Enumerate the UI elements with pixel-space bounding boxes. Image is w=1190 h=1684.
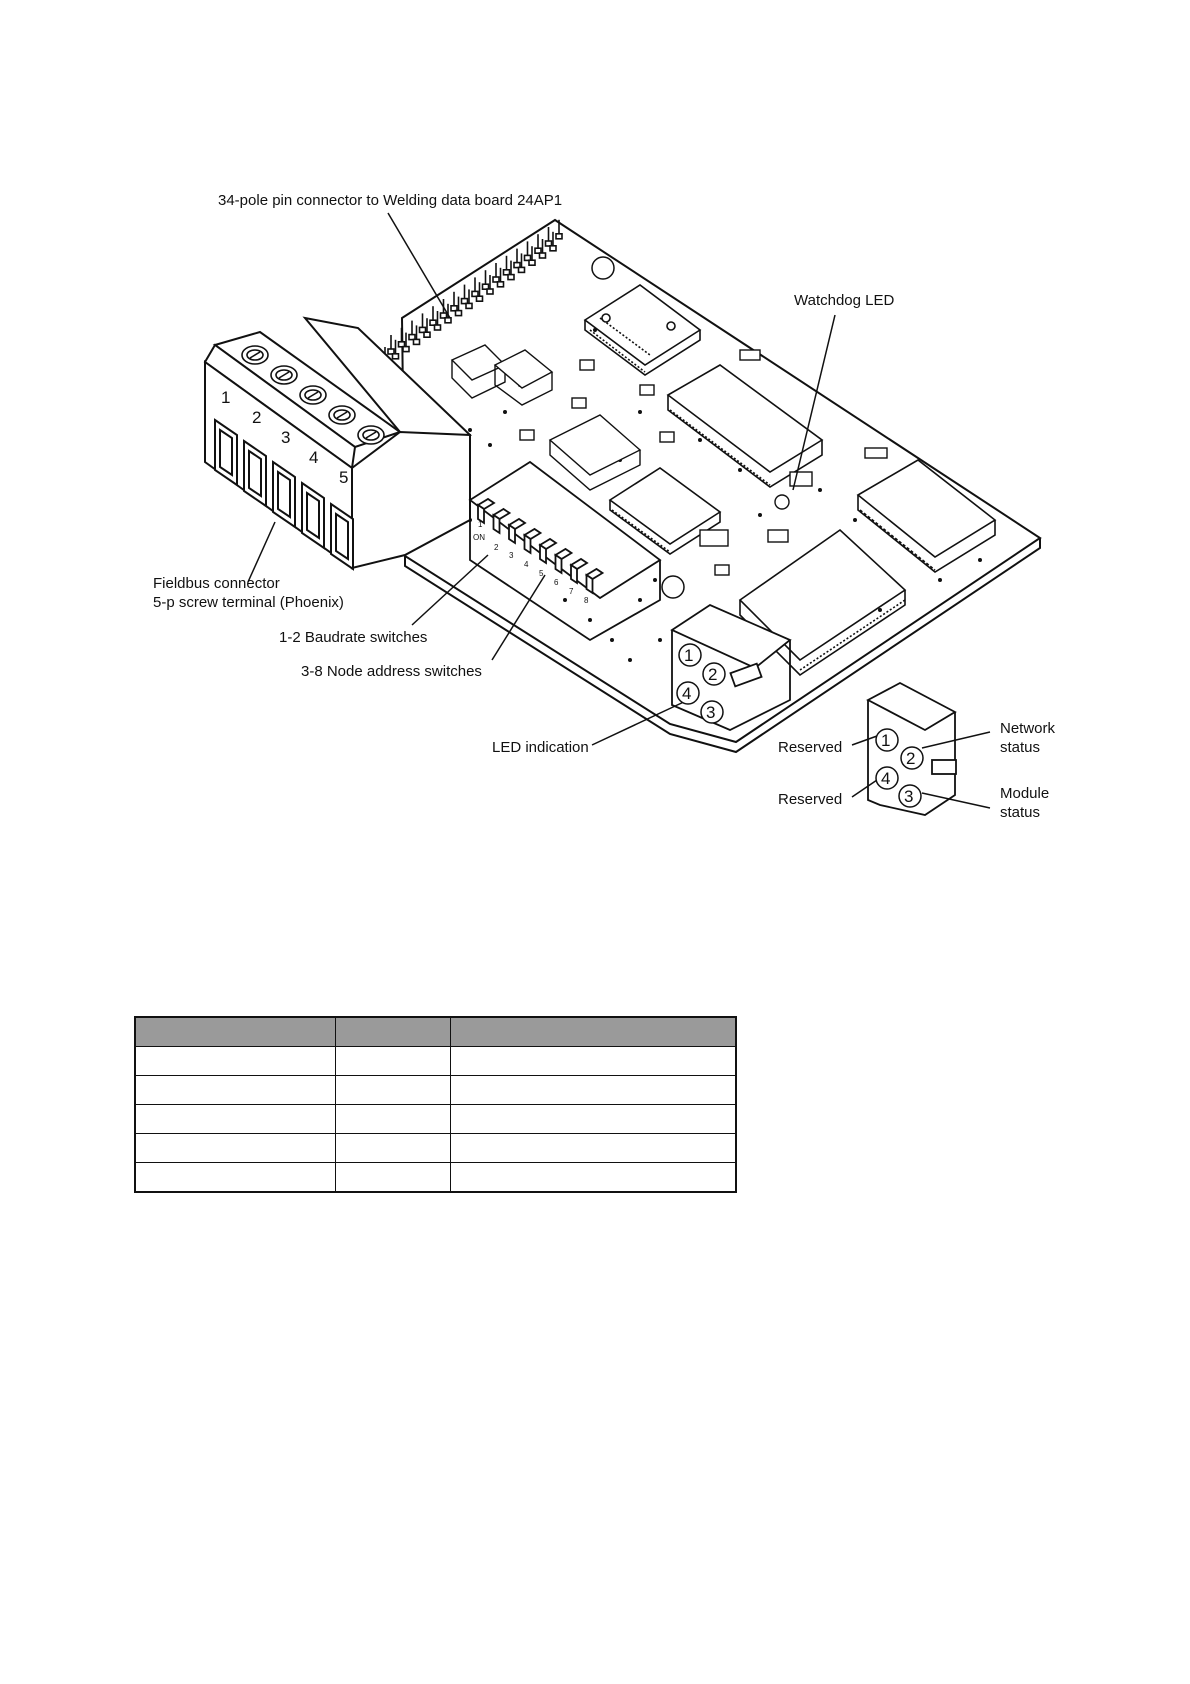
terminal-number-4: 4	[309, 448, 319, 467]
led-marker-3	[701, 701, 723, 723]
led4-reserved-label: Reserved	[778, 791, 843, 808]
svg-text:2: 2	[906, 749, 916, 768]
led-detail-marker-4	[876, 767, 898, 789]
svg-text:4: 4	[682, 684, 692, 703]
switch-number-7: 7	[569, 587, 574, 596]
switch-on-label: ON	[473, 533, 485, 542]
table-cell	[135, 1105, 335, 1134]
svg-text:4: 4	[881, 769, 891, 788]
table-row	[135, 1134, 736, 1163]
table-cell	[335, 1105, 450, 1134]
empty-spec-table	[134, 1016, 737, 1193]
switch-number-4: 4	[524, 560, 529, 569]
fieldbus-connector-sublabel: 5-p screw terminal (Phoenix)	[153, 594, 344, 611]
table-cell	[335, 1076, 450, 1105]
table-header-row	[135, 1017, 736, 1047]
led-marker-1	[679, 644, 701, 666]
svg-text:1: 1	[684, 646, 694, 665]
pin-connector-label: 34-pole pin connector to Welding data board 24AP1	[218, 192, 563, 209]
terminal-number-3: 3	[281, 428, 291, 447]
network-status-sublabel: status	[1000, 739, 1041, 756]
switch-number-2: 2	[494, 543, 499, 552]
svg-text:1: 1	[881, 731, 891, 750]
led1-reserved-label: Reserved	[778, 739, 843, 756]
led-detail-marker-1	[876, 729, 898, 751]
table-cell	[135, 1163, 335, 1193]
table-cell	[135, 1047, 335, 1076]
table-header-cell	[450, 1017, 736, 1047]
watchdog-led-label: Watchdog LED	[794, 292, 895, 309]
terminal-number-5: 5	[339, 468, 349, 487]
network-status-label: Network	[1000, 720, 1056, 737]
switch-number-6: 6	[554, 578, 559, 587]
led-indication-label: LED indication	[492, 739, 589, 756]
table-header-cell	[335, 1017, 450, 1047]
table-header-cell	[135, 1017, 335, 1047]
table-cell	[335, 1163, 450, 1193]
module-status-label: Module	[1000, 785, 1050, 802]
led-marker-2	[703, 663, 725, 685]
node-address-switches-label: 3-8 Node address switches	[301, 663, 482, 680]
fieldbus-connector-label: Fieldbus connector	[153, 575, 280, 592]
table-row	[135, 1105, 736, 1134]
baudrate-switches-label: 1-2 Baudrate switches	[279, 629, 428, 646]
led-detail-marker-2	[901, 747, 923, 769]
svg-text:2: 2	[708, 665, 718, 684]
module-status-sublabel: status	[1000, 804, 1041, 821]
led-marker-4	[677, 682, 699, 704]
svg-text:3: 3	[706, 703, 716, 722]
table-cell	[335, 1134, 450, 1163]
table-row	[135, 1076, 736, 1105]
table-cell	[335, 1047, 450, 1076]
terminal-number-1: 1	[221, 388, 231, 407]
terminal-number-2: 2	[252, 408, 262, 427]
table-cell	[450, 1105, 736, 1134]
table-cell	[135, 1134, 335, 1163]
table-row	[135, 1163, 736, 1193]
table-cell	[450, 1134, 736, 1163]
switch-number-1: 1	[478, 520, 483, 529]
led-detail-marker-3	[899, 785, 921, 807]
switch-number-5: 5	[539, 569, 544, 578]
table-cell	[450, 1163, 736, 1193]
switch-number-8: 8	[584, 596, 589, 605]
switch-number-3: 3	[509, 551, 514, 560]
svg-text:3: 3	[904, 787, 914, 806]
table-row	[135, 1047, 736, 1076]
table-cell	[135, 1076, 335, 1105]
table-cell	[450, 1047, 736, 1076]
table-cell	[450, 1076, 736, 1105]
